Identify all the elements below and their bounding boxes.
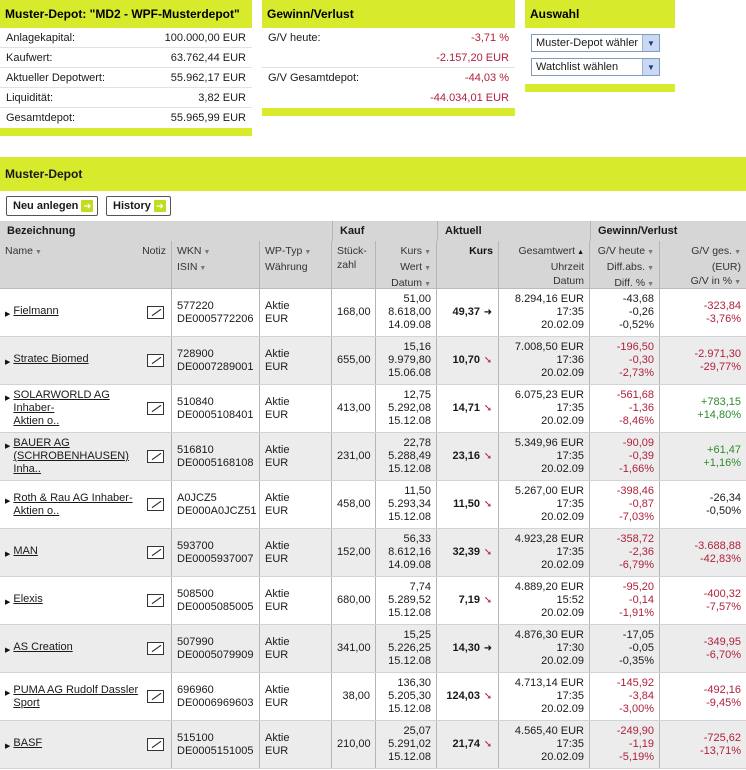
sort-icon: ▼ [647,249,654,256]
history-button[interactable]: History ➔ [106,196,171,216]
edit-note-icon[interactable] [147,498,164,511]
group-kauf: Kauf [332,221,437,241]
caret-right-icon: ▶ [5,550,11,558]
cell-stueckzahl: 168,00 [332,289,376,336]
cell-aktuell-kurs: 21,74 ➘ [437,721,499,768]
depot-summary-panel [0,0,252,142]
cell-wptyp: Aktie EUR [260,721,332,768]
arrow-down-right-icon: ➘ [483,403,493,414]
cell-gv-gesamt: +783,15 +14,80% [697,395,741,421]
toolbar [0,191,746,221]
arrow-down-right-icon: ➘ [483,739,493,750]
gv-gesamt-label: G/V Gesamtdepot: [268,72,360,84]
cell-gv-heute: -90,09 -0,39 -1,66% [590,433,660,480]
depot-table [0,221,746,769]
security-link[interactable]: BASF [13,736,43,749]
table-row [0,433,746,481]
sort-icon: ▼ [734,279,741,286]
table-row [0,289,746,337]
summary-row-liquiditaet: Liquidität: 3,82 EUR [0,88,252,108]
cell-stueckzahl: 458,00 [332,481,376,528]
cell-kauf: 15,16 9.979,80 15.06.08 [376,337,437,384]
group-aktuell: Aktuell [437,221,590,241]
cell-name [0,721,172,768]
table-column-header [0,241,746,289]
cell-stueckzahl: 680,00 [332,577,376,624]
cell-wkn-isin: A0JCZ5 DE000A0JCZ51 [172,481,260,528]
cell-gv-heute: -358,72 -2,36 -6,79% [590,529,660,576]
cell-gv-heute: -17,05 -0,05 -0,35% [590,625,660,672]
security-link[interactable]: SOLARWORLD AG Inhaber- Aktien o.. [13,389,110,427]
cell-gesamtwert: 8.294,16 EUR 17:35 20.02.09 [499,289,590,336]
cell-aktuell-kurs: 11,50 ➘ [437,481,499,528]
security-link[interactable]: PUMA AG Rudolf Dassler Sport [13,683,139,709]
arrow-right-icon: ➔ [154,200,166,212]
cell-wkn-isin: 516810 DE0005168108 [172,433,260,480]
arrow-right-icon: ➜ [483,307,493,318]
cell-gv-gesamt: -26,34 -0,50% [706,491,741,517]
sort-icon: ▼ [203,249,211,256]
arrow-down-right-icon: ➘ [483,547,493,558]
cell-aktuell-kurs: 32,39 ➘ [437,529,499,576]
cell-stueckzahl: 655,00 [332,337,376,384]
cell-gesamtwert: 4.713,14 EUR 17:35 20.02.09 [499,673,590,720]
table-row [0,385,746,433]
chevron-down-icon[interactable]: ▼ [642,35,659,51]
caret-right-icon: ▶ [5,689,11,697]
table-row [0,577,746,625]
cell-wptyp: Aktie EUR [260,673,332,720]
sort-icon: ▼ [304,249,312,256]
caret-right-icon: ▶ [5,497,11,505]
gv-gesamt-pct: -44,03 % [464,72,509,84]
arrow-down-right-icon: ➘ [483,595,493,606]
cell-name [0,289,172,336]
col-aktuell-kurs[interactable]: Kurs [437,241,499,288]
edit-note-icon[interactable] [147,354,164,367]
cell-gv-gesamt: +61,47 +1,16% [703,443,741,469]
cell-kauf: 22,78 5.288,49 15.12.08 [376,433,437,480]
cell-gv-heute: -196,50 -0,30 -2,73% [590,337,660,384]
cell-stueckzahl: 210,00 [332,721,376,768]
cell-gv-gesamt: -323,84 -3,76% [703,299,741,325]
table-row [0,625,746,673]
cell-wkn-isin: 510840 DE0005108401 [172,385,260,432]
edit-note-icon[interactable] [147,594,164,607]
cell-wkn-isin: 515100 DE0005151005 [172,721,260,768]
gv-heute-abs-row [262,48,515,68]
caret-right-icon: ▶ [5,742,11,750]
edit-note-icon[interactable] [147,402,164,415]
cell-gesamtwert: 5.267,00 EUR 17:35 20.02.09 [499,481,590,528]
edit-note-icon[interactable] [147,738,164,751]
depot-summary-title: Muster-Depot: "MD2 - WPF-Musterdepot" [0,0,252,28]
cell-aktuell-kurs: 124,03 ➘ [437,673,499,720]
cell-aktuell-kurs: 23,16 ➘ [437,433,499,480]
arrow-down-right-icon: ➘ [483,355,493,366]
cell-stueckzahl: 38,00 [332,673,376,720]
security-link[interactable]: Elexis [13,592,43,605]
security-link[interactable]: MAN [13,544,38,557]
cell-name [0,481,172,528]
sort-icon: ▼ [424,281,431,288]
arrow-down-right-icon: ➘ [483,691,493,702]
col-wkn-isin[interactable]: WKN ▼ ISIN ▼ [172,241,260,288]
summary-row-depotwert: Aktueller Depotwert: 55.962,17 EUR [0,68,252,88]
cell-kauf: 15,25 5.226,25 15.12.08 [376,625,437,672]
arrow-right-icon: ➔ [81,200,93,212]
gv-heute-label: G/V heute: [268,32,321,44]
gv-summary-panel [262,0,515,122]
sort-asc-icon: ▲ [577,249,584,256]
cell-gesamtwert: 5.349,96 EUR 17:35 20.02.09 [499,433,590,480]
group-bezeichnung: Bezeichnung [7,225,76,237]
gv-gesamt-abs: -44.034,01 EUR [430,92,509,104]
cell-aktuell-kurs: 49,37 ➜ [437,289,499,336]
cell-name [0,337,172,384]
cell-aktuell-kurs: 14,30 ➜ [437,625,499,672]
table-group-header [0,221,746,241]
cell-wkn-isin: 728900 DE0007289001 [172,337,260,384]
table-row [0,337,746,385]
sort-icon: ▼ [647,281,654,288]
col-wptyp[interactable]: WP-Typ ▼ Währung [260,241,332,288]
panel-footer-bar [525,84,675,92]
edit-note-icon[interactable] [147,642,164,655]
cell-wkn-isin: 593700 DE0005937007 [172,529,260,576]
sort-icon: ▼ [35,249,42,256]
caret-right-icon: ▶ [5,395,11,402]
sort-icon: ▼ [647,265,654,272]
edit-note-icon[interactable] [147,450,164,463]
col-name[interactable]: Name ▼ Notiz [0,241,172,288]
cell-gesamtwert: 4.565,40 EUR 17:35 20.02.09 [499,721,590,768]
depot-select[interactable] [531,34,660,52]
cell-name [0,433,172,480]
sort-icon: ▼ [424,249,431,256]
cell-wptyp: Aktie EUR [260,577,332,624]
cell-wkn-isin: 508500 DE0005085005 [172,577,260,624]
summary-row-kaufwert: Kaufwert: 63.762,44 EUR [0,48,252,68]
edit-note-icon[interactable] [147,306,164,319]
cell-aktuell-kurs: 10,70 ➘ [437,337,499,384]
sort-icon: ▼ [199,265,207,272]
cell-gv-gesamt: -349,95 -6,70% [703,635,741,661]
cell-wptyp: Aktie EUR [260,481,332,528]
cell-gv-heute: -145,92 -3,84 -3,00% [590,673,660,720]
depot-table-title: Muster-Depot [0,157,746,191]
cell-kauf: 25,07 5.291,02 15.12.08 [376,721,437,768]
cell-kauf: 12,75 5.292,08 15.12.08 [376,385,437,432]
caret-right-icon: ▶ [5,310,11,318]
edit-note-icon[interactable] [147,690,164,703]
security-link[interactable]: Stratec Biomed [13,352,89,365]
depot-select-value: Muster-Depot wähler [536,37,639,49]
cell-wkn-isin: 577220 DE0005772206 [172,289,260,336]
auswahl-panel [525,0,675,92]
col-gv-heute[interactable]: G/V heute ▼ Diff.abs. ▼ Diff. % ▼ [590,241,660,288]
sort-icon: ▼ [424,265,431,272]
panel-footer-bar [262,108,515,116]
cell-gesamtwert: 6.075,23 EUR 17:35 20.02.09 [499,385,590,432]
gv-heute-abs: -2.157,20 EUR [436,52,509,64]
cell-name [0,673,172,720]
summary-row-gesamtdepot: Gesamtdepot: 55.965,99 EUR [6,112,246,124]
cell-aktuell-kurs: 14,71 ➘ [437,385,499,432]
cell-gv-gesamt: -3.688,88 -42,83% [694,539,741,565]
cell-name [0,385,172,432]
caret-right-icon: ▶ [5,443,11,450]
cell-name [0,625,172,672]
auswahl-title: Auswahl [525,0,675,28]
summary-row-anlagekapital: Anlagekapital: 100.000,00 EUR [0,28,252,48]
arrow-down-right-icon: ➘ [483,499,493,510]
col-stueckzahl[interactable]: Stück- zahl [332,241,376,288]
cell-wkn-isin: 507990 DE0005079909 [172,625,260,672]
edit-note-icon[interactable] [147,546,164,559]
cell-wptyp: Aktie EUR [260,433,332,480]
caret-right-icon: ▶ [5,358,11,366]
table-row [0,721,746,769]
cell-kauf: 56,33 8.612,16 14.09.08 [376,529,437,576]
col-gesamtwert[interactable]: Gesamtwert ▲ Uhrzeit Datum [499,241,590,288]
arrow-right-icon: ➜ [483,643,493,654]
table-row [0,529,746,577]
watchlist-select-value: Watchlist wählen [536,61,619,73]
caret-right-icon: ▶ [5,598,11,606]
cell-stueckzahl: 341,00 [332,625,376,672]
table-body [0,289,746,769]
cell-gesamtwert: 4.889,20 EUR 15:52 20.02.09 [499,577,590,624]
cell-gesamtwert: 7.008,50 EUR 17:36 20.02.09 [499,337,590,384]
security-link[interactable]: AS Creation [13,640,73,653]
cell-gv-gesamt: -492,16 -9,45% [703,683,741,709]
security-link[interactable]: Roth & Rau AG Inhaber- Aktien o.. [13,491,133,517]
cell-kauf: 136,30 5.205,30 15.12.08 [376,673,437,720]
cell-wptyp: Aktie EUR [260,337,332,384]
panel-footer-bar [0,128,252,136]
cell-gv-gesamt: -2.971,30 -29,77% [694,347,741,373]
gv-heute-row [262,28,515,48]
gv-summary-title: Gewinn/Verlust [262,0,515,28]
caret-right-icon: ▶ [5,646,11,654]
cell-aktuell-kurs: 7,19 ➘ [437,577,499,624]
depot-summary-rows [0,28,252,128]
cell-kauf: 51,00 8.618,00 14.09.08 [376,289,437,336]
cell-kauf: 7,74 5.289,52 15.12.08 [376,577,437,624]
cell-kauf: 11,50 5.293,34 15.12.08 [376,481,437,528]
group-gewinn-verlust: Gewinn/Verlust [590,221,746,241]
cell-wkn-isin: 696960 DE0006969603 [172,673,260,720]
cell-gv-heute: -561,68 -1,36 -8,46% [590,385,660,432]
cell-gv-gesamt: -725,62 -13,71% [700,731,741,757]
cell-wptyp: Aktie EUR [260,625,332,672]
cell-stueckzahl: 231,00 [332,433,376,480]
cell-stueckzahl: 152,00 [332,529,376,576]
col-kauf-kurs[interactable]: Kurs ▼ Wert ▼ Datum ▼ [376,241,437,288]
gv-gesamt-abs-row [262,88,515,108]
table-row [0,673,746,721]
chevron-down-icon[interactable]: ▼ [642,59,659,75]
cell-gv-heute: -398,46 -0,87 -7,03% [590,481,660,528]
cell-gesamtwert: 4.923,28 EUR 17:35 20.02.09 [499,529,590,576]
gv-gesamt-row [262,68,515,88]
cell-gv-heute: -95,20 -0,14 -1,91% [590,577,660,624]
cell-wptyp: Aktie EUR [260,529,332,576]
cell-gv-heute: -43,68 -0,26 -0,52% [590,289,660,336]
gv-heute-pct: -3,71 % [471,32,509,44]
cell-gv-heute: -249,90 -1,19 -5,19% [590,721,660,768]
security-link[interactable]: BAUER AG (SCHROBENHAUSEN) Inha.. [13,437,129,475]
cell-name [0,529,172,576]
neu-anlegen-button[interactable]: Neu anlegen ➔ [6,196,98,216]
arrow-down-right-icon: ➘ [483,451,493,462]
cell-name [0,577,172,624]
security-link[interactable]: Fielmann [13,304,59,317]
table-row [0,481,746,529]
col-notiz: Notiz [142,245,166,257]
cell-wptyp: Aktie EUR [260,385,332,432]
cell-gesamtwert: 4.876,30 EUR 17:30 20.02.09 [499,625,590,672]
sort-icon: ▼ [734,249,741,256]
cell-gv-gesamt: -400,32 -7,57% [703,587,741,613]
col-gv-gesamt[interactable]: G/V ges. ▼ (EUR) G/V in % ▼ [660,241,746,288]
cell-wptyp: Aktie EUR [260,289,332,336]
cell-stueckzahl: 413,00 [332,385,376,432]
watchlist-select[interactable] [531,58,660,76]
